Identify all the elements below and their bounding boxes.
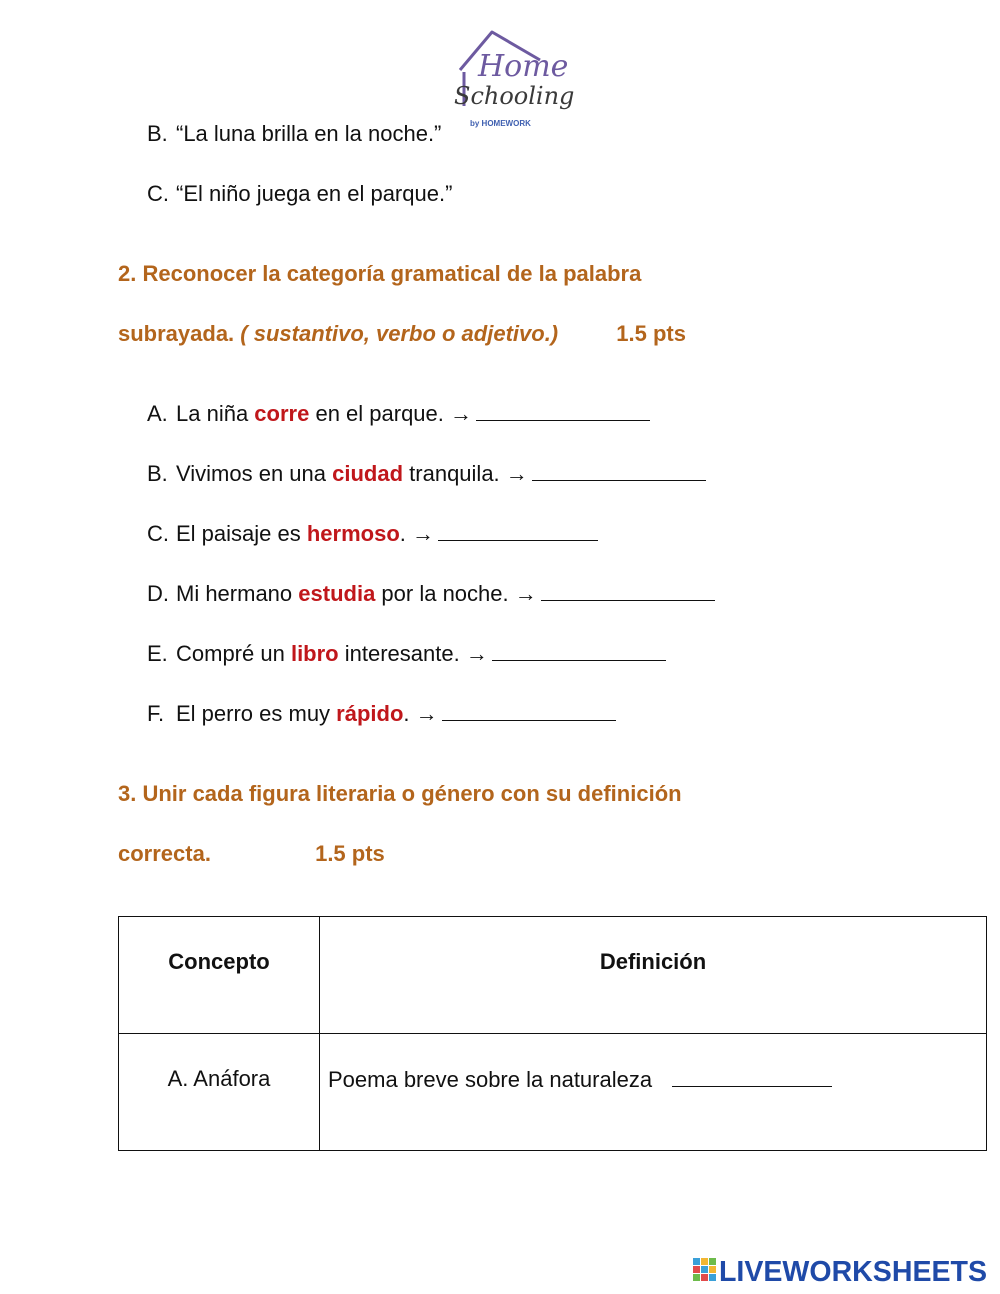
list-item: D. Mi hermano estudia por la noche. → <box>147 580 715 608</box>
column-header-concept: Concepto <box>168 949 270 974</box>
list-item: A. La niña corre en el parque. → <box>147 400 650 428</box>
section-3-title-line2: correcta. 1.5 pts <box>118 841 385 866</box>
section-3-title: 3. Unir cada figura literaria o género con su definición <box>118 781 682 806</box>
liveworksheets-logo <box>693 1254 993 1288</box>
answer-blank[interactable] <box>438 520 598 541</box>
section-3-points: 1.5 pts <box>315 841 385 866</box>
section-2-points: 1.5 pts <box>616 321 686 346</box>
list-item: C. “El niño juega en el parque.” <box>147 181 453 206</box>
section-2-title: 2. Reconocer la categoría gramatical de la palabra <box>118 261 642 286</box>
home-schooling-logo <box>448 26 575 130</box>
logo-byline: by HOMEWORK <box>470 119 531 128</box>
answer-blank[interactable] <box>672 1066 832 1087</box>
definition-cell: Poema breve sobre la naturaleza <box>320 1034 986 1093</box>
answer-blank[interactable] <box>492 640 666 661</box>
concept-cell: A. Anáfora <box>167 1066 271 1091</box>
answer-blank[interactable] <box>442 700 616 721</box>
answer-blank[interactable] <box>532 460 706 481</box>
answer-blank[interactable] <box>541 580 715 601</box>
footer-brand: LIVEWORKSHEETS <box>719 1256 987 1288</box>
list-item: C. El paisaje es hermoso. → <box>147 520 598 548</box>
liveworksheets-grid-icon <box>693 1258 716 1281</box>
list-item: E. Compré un libro interesante. → <box>147 640 666 668</box>
column-header-definition: Definición <box>599 949 707 974</box>
list-item: B. Vivimos en una ciudad tranquila. → <box>147 460 706 488</box>
section-2-title-line2: subrayada. ( sustantivo, verbo o adjetivo.) 1.5 pts <box>118 321 686 346</box>
matching-table <box>118 916 987 1151</box>
logo-line2: Schooling <box>454 82 575 110</box>
logo-line1: Home <box>478 49 569 84</box>
table-row <box>119 1034 987 1151</box>
list-item: F. El perro es muy rápido. → <box>147 700 616 728</box>
list-item: B. “La luna brilla en la noche.” <box>147 121 442 146</box>
answer-blank[interactable] <box>476 400 650 421</box>
table-header-row <box>119 917 987 1034</box>
